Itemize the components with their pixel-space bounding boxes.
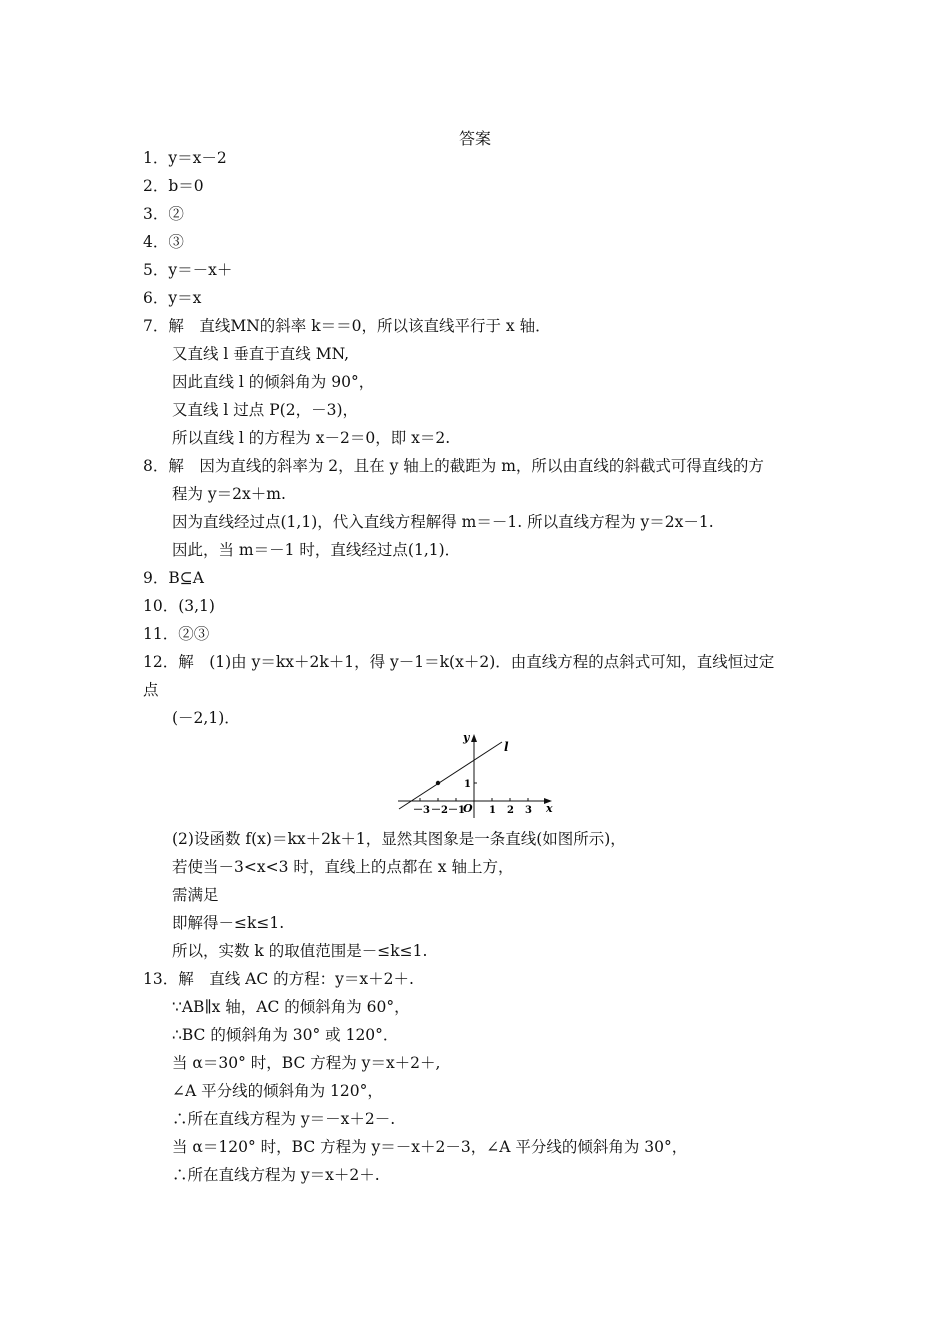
answer-7-line: 又直线 l 垂直于直线 MN, <box>172 345 350 363</box>
answer-12-line: 即解得－≤k≤1. <box>172 914 285 932</box>
answer-6: 6．y＝x <box>143 289 202 307</box>
line-l <box>399 742 502 809</box>
answer-7-line: 因此直线 l 的倾斜角为 90°， <box>172 373 375 391</box>
answer-8-line: 因此，当 m＝－1 时，直线经过点(1,1)． <box>172 541 461 559</box>
answer-13-line: ∵AB∥x 轴，AC 的倾斜角为 60°， <box>172 998 410 1016</box>
page-title: 答案 <box>458 129 491 148</box>
x-tick-label: 1 <box>489 805 496 816</box>
point-neg2-1 <box>436 781 440 785</box>
answer-13-line: ∴所在直线方程为 y＝－x＋2－. <box>172 1110 396 1128</box>
answer-2: 2．b＝0 <box>143 177 204 195</box>
x-tick-label: －3 <box>413 805 430 816</box>
answer-12-line: 需满足 <box>172 886 219 904</box>
x-tick-label: －2 <box>431 805 448 816</box>
answer-10: 10．(3,1) <box>143 597 215 615</box>
answer-8-line: 因为直线经过点(1,1)，代入直线方程解得 m＝－1. 所以直线方程为 y＝2x－1. <box>172 513 714 531</box>
answer-8: 8．解 因为直线的斜率为 2，且在 y 轴上的截距为 m，所以由直线的斜截式可得直线的方 <box>143 457 764 475</box>
answer-7-line: 所以直线 l 的方程为 x－2＝0，即 x＝2. <box>172 429 451 447</box>
answer-3: 3．② <box>143 205 184 223</box>
answer-8-line: 程为 y＝2x＋m. <box>172 485 286 503</box>
answer-13-line: ∠A 平分线的倾斜角为 120°， <box>172 1082 383 1100</box>
answer-13-line: 当 α＝120° 时，BC 方程为 y＝－x＋2－3，∠A 平分线的倾斜角为 30°， <box>172 1138 688 1156</box>
answer-12-line: 所以，实数 k 的取值范围是－≤k≤1. <box>172 942 428 960</box>
answer-1: 1．y＝x－2 <box>143 149 227 167</box>
answer-7-line: 又直线 l 过点 P(2，－3)， <box>172 401 358 419</box>
answer-13: 13．解 直线 AC 的方程：y＝x＋2＋. <box>143 970 414 988</box>
x-tick-label: －1 <box>448 805 465 816</box>
answer-12-line: 点 <box>143 681 159 699</box>
answer-13-line: ∴所在直线方程为 y＝x＋2＋. <box>172 1166 380 1184</box>
answer-5: 5．y＝－x＋ <box>143 261 233 279</box>
answer-12-line: (2)设函数 f(x)＝kx＋2k＋1，显然其图象是一条直线(如图所示)， <box>172 830 626 848</box>
answer-4: 4．③ <box>143 233 184 251</box>
answer-9: 9．B⊆A <box>143 569 204 587</box>
answer-11: 11．②③ <box>143 625 210 643</box>
x-tick-label: 3 <box>525 805 532 816</box>
answer-12-line: 若使当－3<x<3 时，直线上的点都在 x 轴上方， <box>172 858 514 876</box>
line-l-label: l <box>504 740 509 754</box>
x-axis-label: x <box>546 802 553 815</box>
answer-7: 7．解 直线MN的斜率 k＝＝0，所以该直线平行于 x 轴． <box>143 317 551 335</box>
answer-12-line: (－2,1)． <box>172 709 240 727</box>
y-axis-label: y <box>463 731 470 744</box>
answer-12: 12．解 (1)由 y＝kx＋2k＋1，得 y－1＝k(x＋2)．由直线方程的点斜式可知，直线恒过定 <box>143 653 775 671</box>
y-axis-arrow <box>471 734 477 742</box>
x-tick-label: 2 <box>507 805 514 816</box>
line-graph-figure <box>396 728 556 820</box>
origin-label: O <box>463 802 473 815</box>
y-tick-label: 1 <box>464 779 471 790</box>
answer-13-line: 当 α＝30° 时，BC 方程为 y＝x＋2＋, <box>172 1054 441 1072</box>
answer-13-line: ∴BC 的倾斜角为 30° 或 120°． <box>172 1026 399 1044</box>
